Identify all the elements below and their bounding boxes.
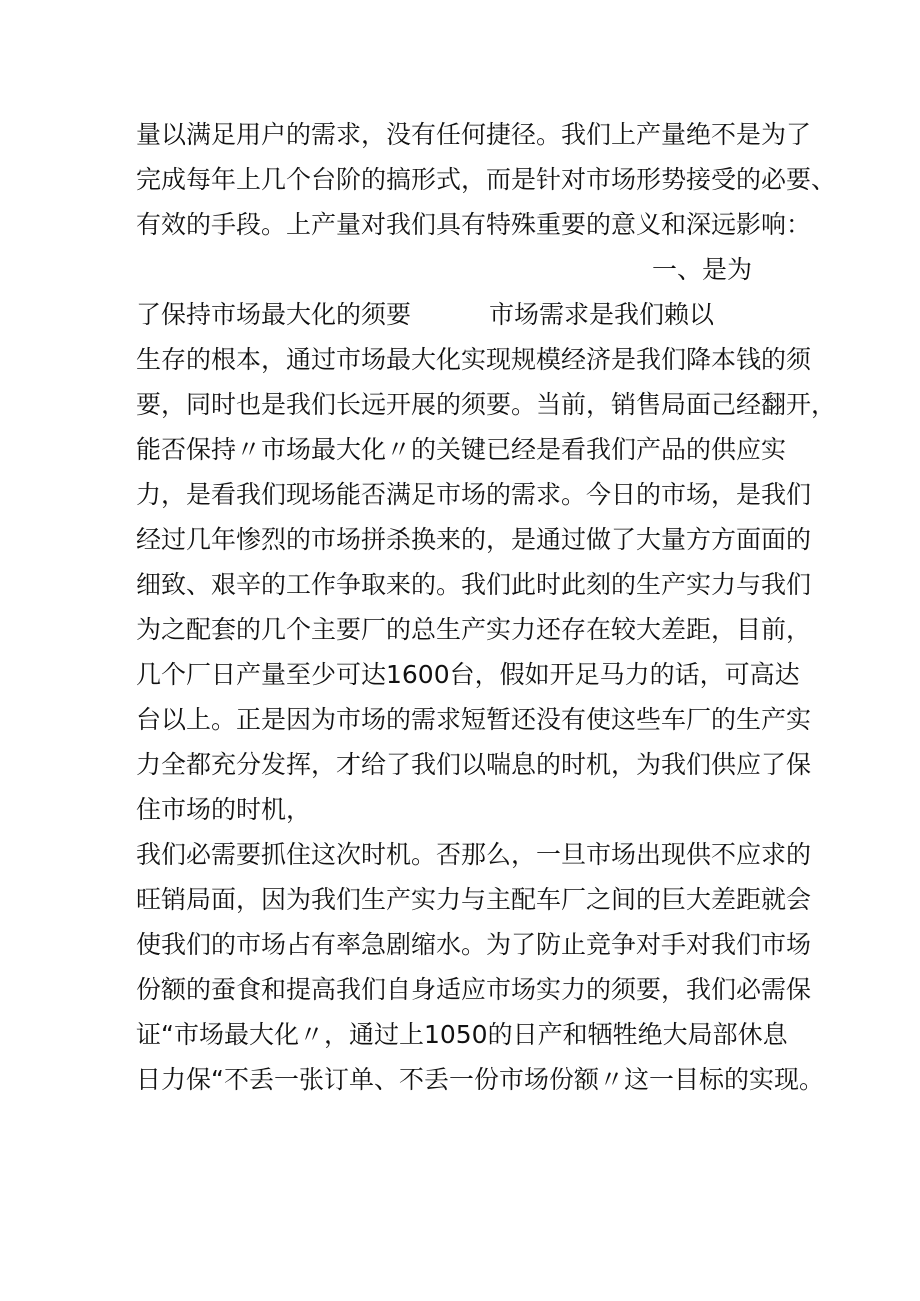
- text-line: 证“市场最大化〃，通过上1050的日产和牺牲绝大局部休息: [136, 1020, 788, 1049]
- text-line: 使我们的市场占有率急剧缩水。为了防止竞争对手对我们市场: [136, 930, 812, 959]
- text-line: 力全都充分发挥，才给了我们以喘息的时机，为我们供应了保: [136, 750, 812, 779]
- text-line: 要，同时也是我们长远开展的须要。当前，销售局面己经翻开，: [136, 390, 837, 419]
- section-heading-text: 了保持市场最大化的须要: [136, 300, 412, 329]
- section-heading-part: 一、是为: [652, 255, 753, 284]
- document-body: [136, 112, 837, 1102]
- text-line: 台以上。正是因为市场的需求短暂还没有使这些车厂的生产实: [136, 705, 812, 734]
- text-line: 生存的根本，通过市场最大化实现规模经济是我们降本钱的须: [136, 345, 812, 374]
- text-line: 份额的蚕食和提高我们自身适应市场实力的须要，我们必需保: [136, 975, 812, 1004]
- text-line: 量以满足用户的需求，没有任何捷径。我们上产量绝不是为了: [136, 120, 812, 149]
- text-line: 住市场的时机，: [136, 795, 312, 824]
- text-line: 旺销局面，因为我们生产实力与主配车厂之间的巨大差距就会: [136, 885, 812, 914]
- text-line: 为之配套的几个主要厂的总生产实力还存在较大差距，目前，: [136, 615, 812, 644]
- text-line: 细致、艰辛的工作争取来的。我们此时此刻的生产实力与我们: [136, 570, 812, 599]
- text-fragment: 市场需求是我们赖以: [489, 300, 715, 329]
- text-line: 有效的手段。上产量对我们具有特殊重要的意义和深远影响：: [136, 210, 812, 239]
- text-line: 力，是看我们现场能否满足市场的需求。今日的市场，是我们: [136, 480, 812, 509]
- text-line: 我们必需要抓住这次时机。否那么，一旦市场出现供不应求的: [136, 840, 812, 869]
- section-heading-line: [136, 292, 796, 337]
- text-line: 几个厂日产量至少可达1600台，假如开足马力的话，可高达: [136, 660, 800, 689]
- text-line: 经过几年惨烈的市场拼杀换来的，是通过做了大量方方面面的: [136, 525, 812, 554]
- text-line: 日力保“不丢一张订单、不丢一份市场份额〃这一目标的实现。: [136, 1065, 824, 1094]
- text-line: 完成每年上几个台阶的搞形式，而是针对市场形势接受的必要、: [136, 165, 837, 194]
- text-line: 能否保持〃市场最大化〃的关键已经是看我们产品的供应实: [136, 435, 787, 464]
